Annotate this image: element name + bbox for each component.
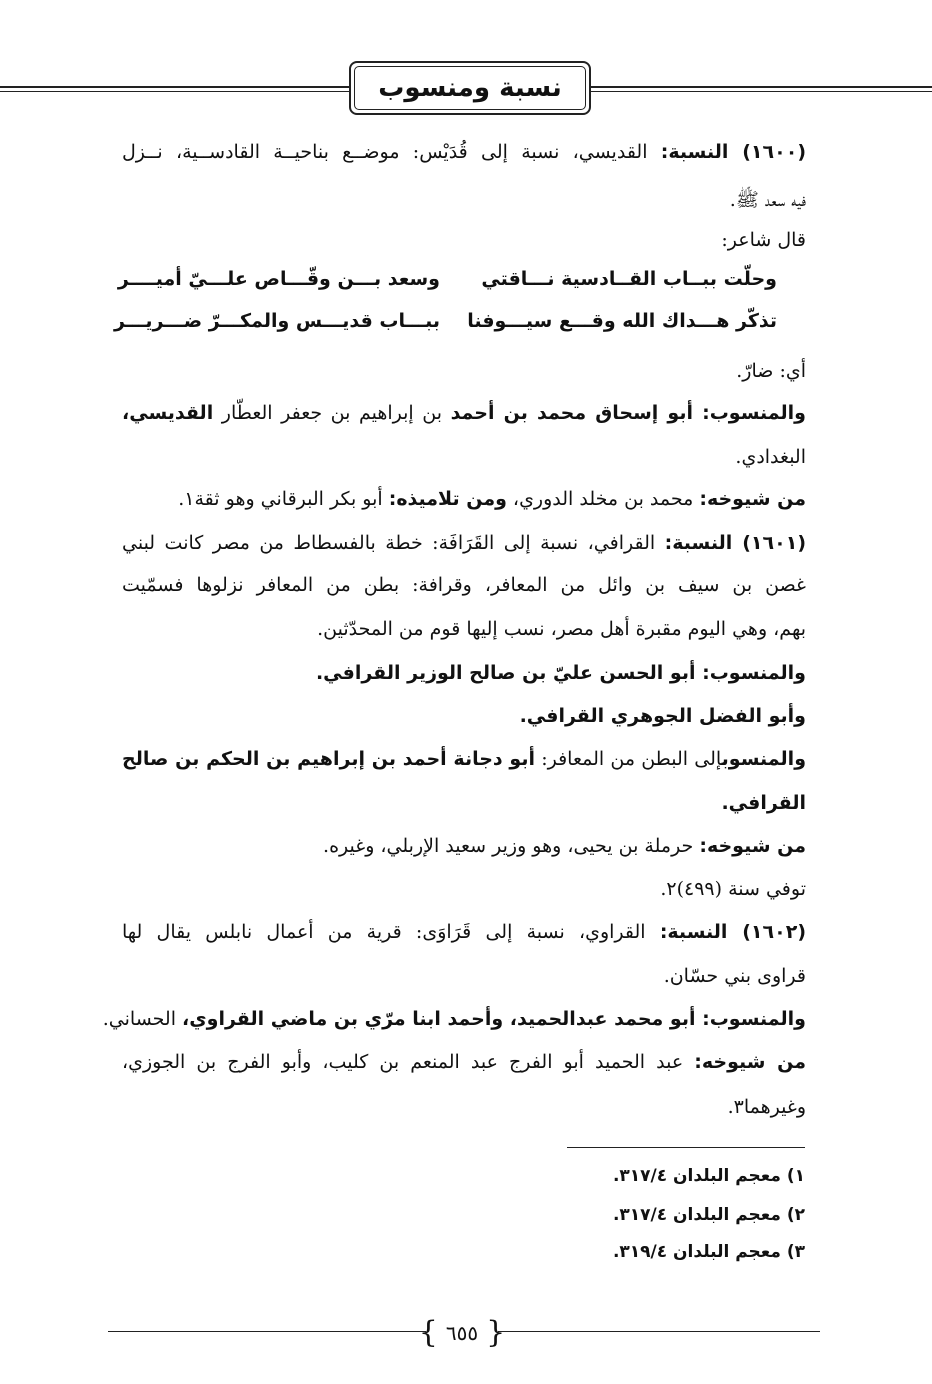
bold-run: من شيوخه: — [699, 488, 806, 510]
footer-rule-right — [498, 1331, 820, 1332]
text-run: إلى البطن من المعافر: — [535, 748, 722, 770]
text-run: غصن بن سيف بن وائل من المعافر، وقرافة: بطن من المعافر نزلوها فسمّيت — [122, 574, 806, 596]
bold-run: القرافي. — [721, 792, 806, 814]
header-title-box — [349, 61, 591, 115]
text-line — [122, 398, 806, 428]
text-line — [122, 831, 806, 861]
bold-run: (١٦٠١) النسبة: — [664, 532, 806, 554]
text-run: البغدادي. — [735, 446, 806, 468]
brace-left: { — [418, 1315, 438, 1350]
text-line — [122, 658, 806, 688]
bold-run: ومن تلاميذه: — [388, 488, 507, 510]
text-run: بن إبراهيم بن جعفر العطّار — [213, 402, 451, 424]
bold-run: وأبو الفضل الجوهري القرافي. — [519, 705, 806, 727]
text-run: أبو بكر البرقاني وهو ثقة١. — [178, 488, 389, 510]
page-title: نسبة ومنسوب — [354, 66, 586, 110]
text-line — [122, 570, 806, 600]
text-run: القراوي، نسبة إلى قَرَاوَى: قرية من أعمال نابلس يقال لها — [122, 921, 660, 943]
poem-verse-1-second-hemistich: وسعد بـــن وقّـــاص علـــيّ أميــــر — [117, 268, 440, 290]
bold-run: أبو دجانة أحمد بن إبراهيم بن الحكم بن صالح — [122, 748, 535, 770]
header-rule-left-bottom — [0, 91, 349, 92]
text-run: حرملة بن يحيى، وهو وزير سعيد الإربلي، وغيره. — [323, 835, 700, 857]
page-number-box — [418, 1313, 506, 1353]
bold-run: (١٦٠٢) النسبة: — [659, 921, 806, 943]
text-line — [122, 1092, 806, 1122]
text-line — [122, 137, 806, 167]
bold-run: من شيوخه: — [699, 835, 806, 857]
text-run: قال شاعر: — [721, 229, 806, 251]
footer-rule-left — [108, 1331, 426, 1332]
text-line — [122, 1047, 806, 1077]
poem-verse-1-first-hemistich: وحلّت ببــاب القــادسية نـــاقتي — [481, 268, 777, 290]
text-run: عبد الحميد أبو الفرج عبد المنعم بن كليب، وأبو الفرج بن الجوزي، — [122, 1051, 695, 1073]
text-run: فيه سعد ﷺ. — [729, 189, 806, 211]
bold-run: والمنسوب: أبو إسحاق محمد بن أحمد — [450, 402, 806, 424]
text-line — [122, 614, 806, 644]
bold-run: والمنسوب: أبو محمد عبدالحميد، وأحمد ابنا مرّي بن ماضي القراوي، — [182, 1008, 806, 1030]
text-line — [122, 484, 806, 514]
text-line — [102, 1004, 806, 1034]
text-line — [122, 788, 806, 818]
poem-verse-2-first-hemistich: تذكّر هـــداك الله وقـــع سيـــوفنا — [467, 310, 777, 332]
header-rule-right-top — [591, 86, 932, 88]
text-line — [122, 528, 806, 558]
page-number: ٦٥٥ — [445, 1321, 479, 1345]
footnote-3: ٣) معجم البلدان ٣١٩/٤. — [612, 1242, 805, 1262]
text-line — [122, 442, 806, 472]
text-line — [122, 961, 806, 991]
text-line — [122, 225, 806, 255]
text-run: توفي سنة (٤٩٩)٢. — [660, 878, 806, 900]
poem-verse-2-second-hemistich: ببـــاب قديـــس والمكـــرّ ضـــريـــر — [114, 310, 440, 332]
text-run: القديسي، نسبة إلى قُدَيْس: موضــع بناحيــة القادســية، نــزل — [122, 141, 661, 163]
text-line — [122, 356, 806, 386]
text-line — [122, 701, 806, 731]
text-run: محمد بن مخلد الدوري، — [506, 488, 700, 510]
bold-run: من شيوخه: — [694, 1051, 806, 1073]
bold-run: (١٦٠٠) النسبة: — [660, 141, 806, 163]
text-line — [122, 744, 806, 774]
bold-run: والمنسوب: أبو الحسن عليّ بن صالح الوزير القرافي. — [315, 662, 806, 684]
text-run: قراوى بني حسّان. — [663, 965, 806, 987]
text-line — [122, 917, 806, 947]
footnote-2: ٢) معجم البلدان ٣١٧/٤. — [612, 1205, 805, 1225]
text-run: وغيرهما٣. — [727, 1096, 806, 1118]
footnote-1: ١) معجم البلدان ٣١٧/٤. — [612, 1166, 805, 1186]
header-rule-right-bottom — [591, 91, 932, 92]
text-run: الحساني. — [102, 1008, 183, 1030]
footnote-separator — [567, 1147, 805, 1148]
text-line — [122, 874, 806, 904]
brace-right: } — [486, 1315, 506, 1350]
text-run: القرافي، نسبة إلى القَرَافَة: خطة بالفسطاط من مصر كانت لبني — [122, 532, 665, 554]
bold-run: والمنسوب — [721, 748, 807, 770]
text-run: أي: ضارّ. — [736, 360, 806, 382]
text-run: بهم، وهي اليوم مقبرة أهل مصر، نسب إليها قوم من المحدّثين. — [317, 618, 806, 640]
bold-run: القديسي، — [122, 402, 214, 424]
text-line — [122, 185, 806, 215]
header-rule-left-top — [0, 86, 349, 88]
